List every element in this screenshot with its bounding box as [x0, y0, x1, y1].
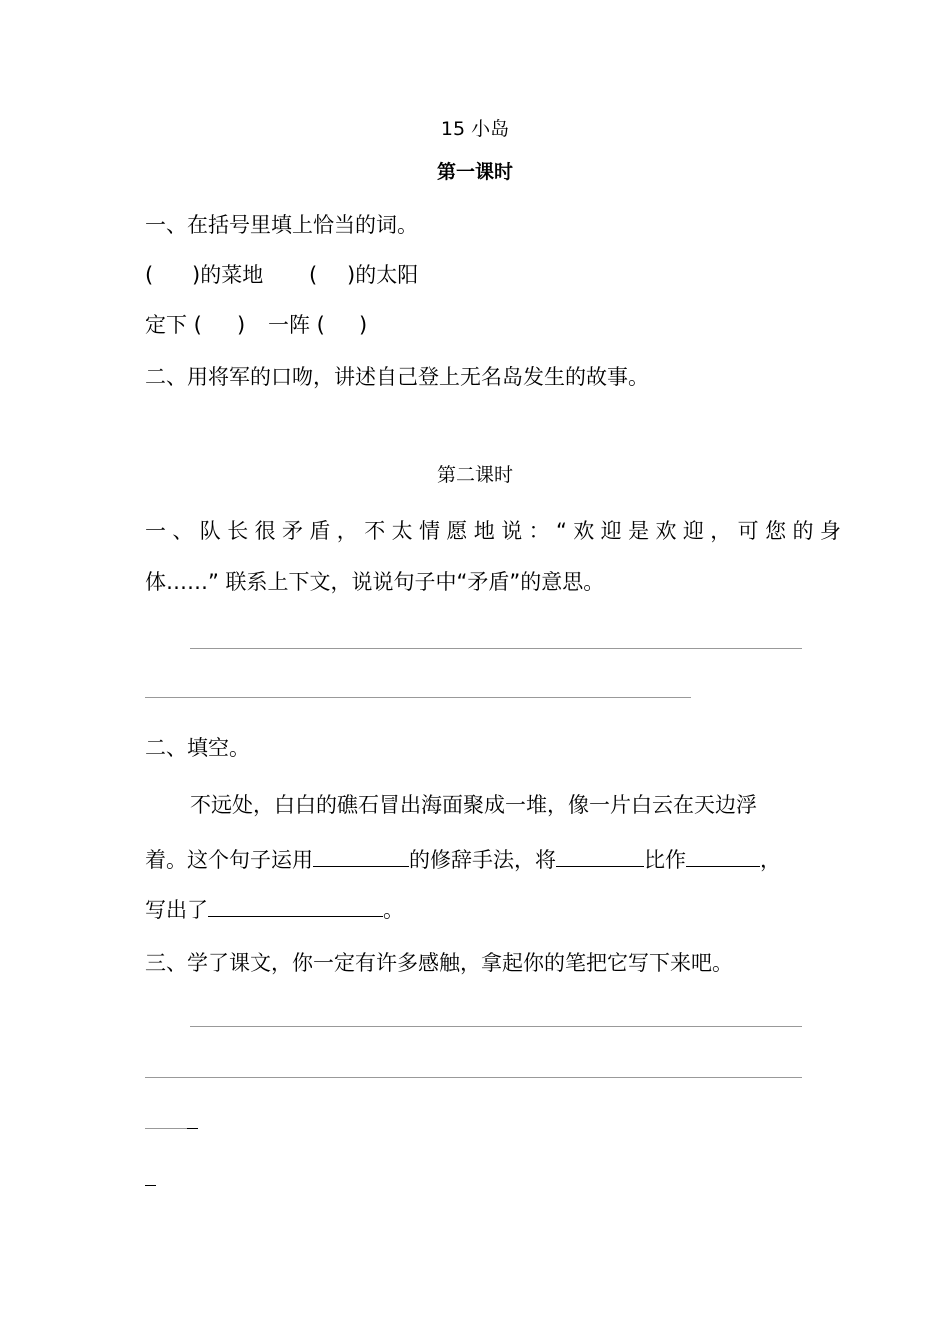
answer-line-mark: [187, 1128, 198, 1129]
lesson1-question-2: 二、用将军的口吻，讲述自己登上无名岛发生的故事。: [145, 365, 649, 389]
lesson2-heading: 第二课时: [436, 464, 513, 486]
answer-line[interactable]: [145, 697, 691, 698]
paren-open-1: (: [145, 263, 154, 287]
page-title: 15 小岛: [440, 118, 510, 140]
answer-line[interactable]: [190, 648, 802, 649]
answer-line[interactable]: [145, 1128, 187, 1129]
fill-blank[interactable]: [556, 844, 644, 867]
paren-close-1: ): [237, 313, 246, 337]
fill-text: 的修辞手法，将: [409, 848, 556, 872]
fill-blank[interactable]: [686, 844, 760, 867]
paren-open-2: (: [309, 263, 318, 287]
fill-blank[interactable]: [313, 844, 409, 867]
answer-line[interactable]: [145, 1077, 802, 1078]
phrase-burst: 一阵 (: [268, 313, 325, 337]
paren-close-2: ): [359, 313, 368, 337]
fill-text: ，: [760, 848, 781, 872]
fill-text: 写出了: [145, 898, 208, 922]
fill-paragraph-line2: [145, 844, 781, 873]
lesson2-question-1-line2: 体……” 联系上下文，说说句子中“矛盾”的意思。: [145, 570, 605, 594]
lesson2-question-2: 二、填空。: [145, 736, 250, 760]
lesson2-question-1-line1: 一、队长很矛盾，不太情愿地说：“欢迎是欢迎，可您的身: [145, 519, 848, 543]
phrase-vegetable-field: )的菜地: [192, 263, 264, 287]
lesson1-heading: 第一课时: [436, 161, 513, 183]
lesson1-question-1: 一、在括号里填上恰当的词。: [145, 213, 418, 237]
fill-paragraph-line1: 不远处，白白的礁石冒出海面聚成一堆，像一片白云在天边浮: [190, 793, 757, 817]
answer-line[interactable]: [190, 1026, 802, 1027]
fill-text: 。: [383, 898, 404, 922]
answer-line-mark: [145, 1185, 156, 1186]
fill-blank[interactable]: [208, 894, 383, 917]
fill-text: 比作: [644, 848, 686, 872]
phrase-settle: 定下 (: [145, 313, 202, 337]
lesson2-question-3: 三、学了课文，你一定有许多感触，拿起你的笔把它写下来吧。: [145, 951, 733, 975]
fill-text: 着。这个句子运用: [145, 848, 313, 872]
phrase-sun: )的太阳: [347, 263, 419, 287]
fill-paragraph-line3: [145, 894, 404, 923]
